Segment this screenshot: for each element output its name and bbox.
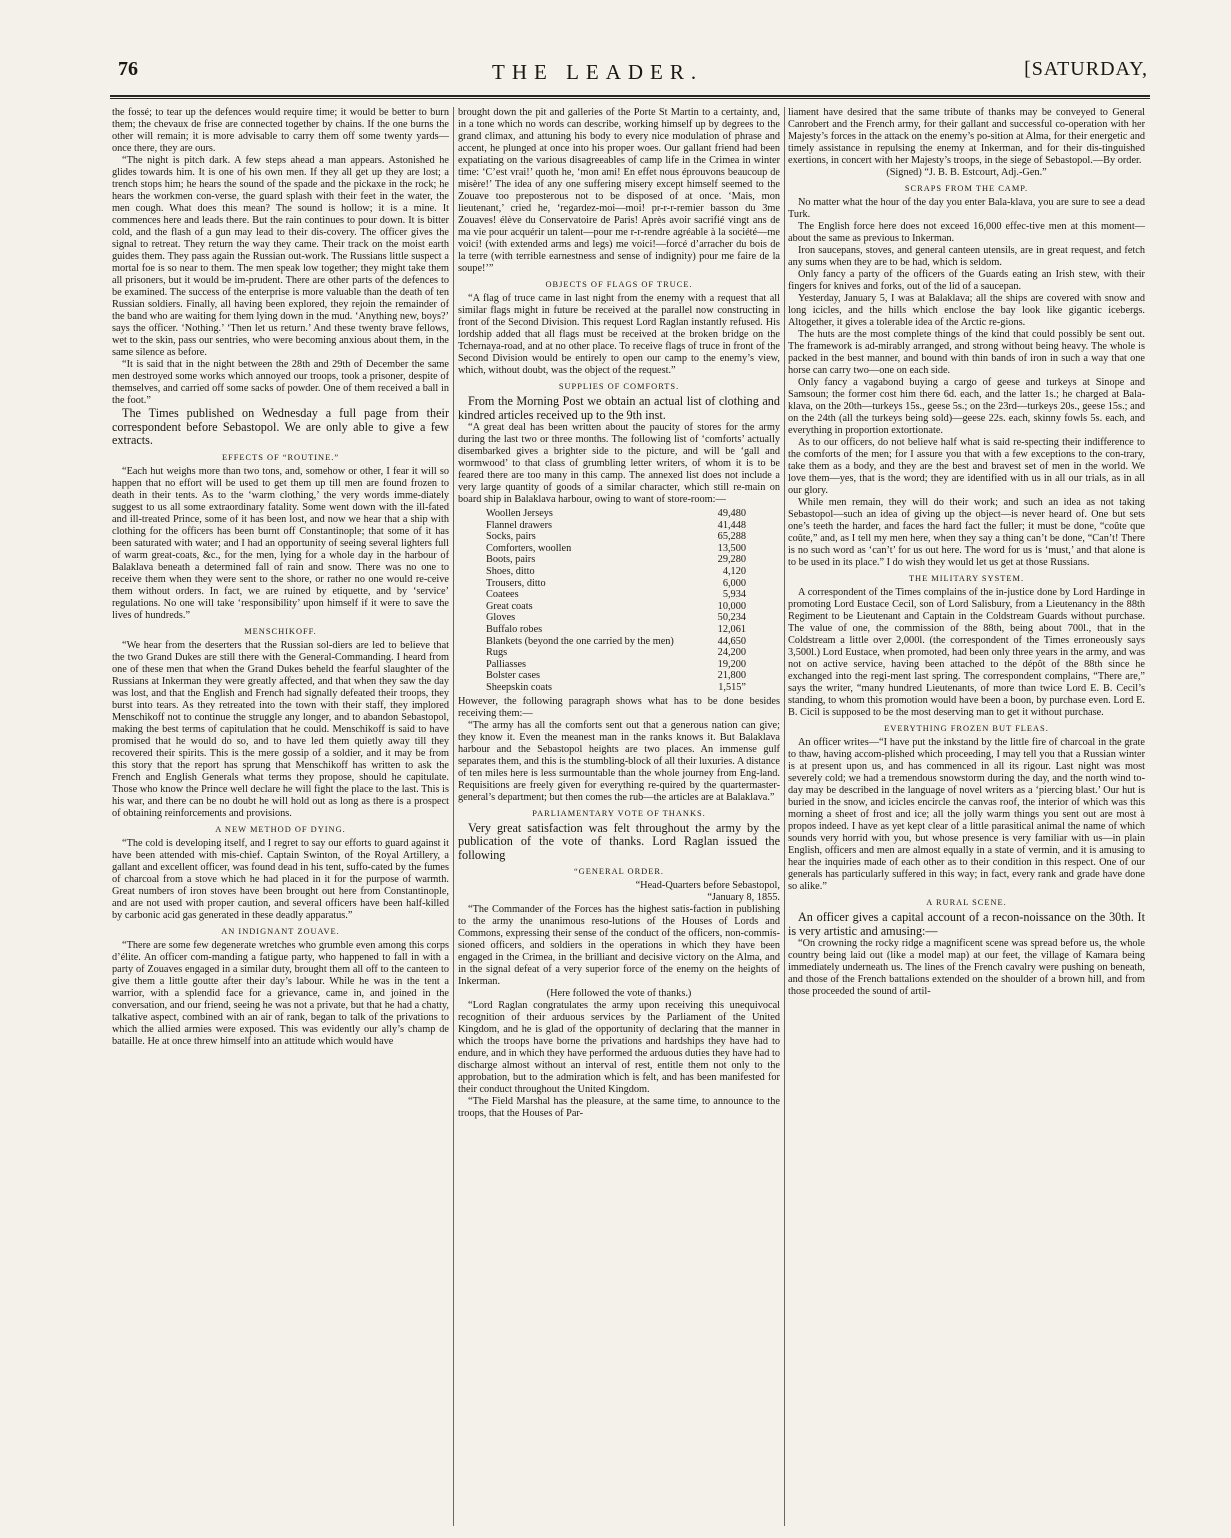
paragraph: However, the following paragraph shows what has to be done besides receiving them:— [458, 695, 780, 719]
supply-item: Palliasses [486, 658, 527, 670]
dateline: “January 8, 1855. [707, 892, 780, 903]
supply-quantity: 10,000 [717, 600, 746, 612]
table-row [486, 659, 746, 671]
paragraph: “The army has all the comforts sent out that a generous nation can give; they know it. Even the meanest man in the ranks knows it. But Balaklava harbour and the Sebastopol heights are two places. An immense gulf separates them, and this is the stumbling-block of all their luxuries. A distance of ten miles here is less surmountable than the whole journey from Eng-land. Requisitions are freely given for everything re-quired by the quartermaster-general’s department; but then comes the rub—the articles are at Balaklava.” [458, 719, 780, 803]
supply-quantity: 6,000 [722, 577, 746, 589]
supply-quantity: 50,234 [717, 612, 746, 624]
paragraph: the fossé; to tear up the defences would require time; it would be better to burn them; the chevaux de frise are connected together by chains. If the one burns the other will remain; it is more advisable to carry them off some twenty yards—once there, they are ours. [112, 107, 449, 154]
table-row [486, 624, 746, 636]
supply-quantity: 65,288 [717, 531, 746, 543]
paragraph: Only fancy a party of the officers of the Guards eating an Irish stew, with their fingers for knives and forks, out of the lid of a saucepan. [788, 269, 1145, 292]
supply-quantity: 49,480 [717, 508, 746, 519]
table-row [486, 520, 746, 532]
paragraph: From the Morning Post we obtain an actual list of clothing and kindred articles received up to the 9th inst. [458, 394, 780, 422]
table-row [486, 636, 746, 648]
supply-quantity: 21,800 [717, 670, 746, 682]
paragraph: liament have desired that the same tribute of thanks may be conveyed to General Canrobert and the French army, for their gallant and successful co-operation with her Majesty’s forces in the attack on the enemy’s po-sition at Alma, for their energetic and timely assistance in repulsing the enemy at Inkerman, and for their dis-tinguished exertions, in concert with her Majesty’s troops, in the siege of Sebastopol.—By order. [788, 107, 1145, 166]
paragraph: “It is said that in the night between the 28th and 29th of December the same men destroyed some works which annoyed our troops, took a prisoner, despite of themselves, and carried off some sacks of powder. One of them received a ball in the foot.” [112, 359, 449, 406]
paragraph: A correspondent of the Times complains of the in-justice done by Lord Hardinge in promoting Lord Eustace Cecil, son of Lord Salisbury, from a Lieutenancy in the 88th Regiment to be Lieutenant and Captain in the Coldstream Guards without purchase. The value of one, the commission of the 88th, being about 700l., that in the Coldstream a little over 2,000l. (the correspondent of the Times erroneously says 3,500l.) Lord Eustace, when promoted, had been only three years in the army, and was not on active service, having been attached to the dépôt of the 88th since he exchanged into the regi-ment last spring. The correspondent complains, “There are,” says the writer, “many hundred Lieutenants, of more than twice Lord E. B. Cecil’s standing, to whom this promotion would have been a boon, by purchase even. Lord E. B. Cicil is supposed to be the most deserving man to get it without purchase. [788, 587, 1145, 718]
paragraph: While men remain, they will do their work; and such an idea as not taking Sebastopol—such an idea of giving up the object—is never heard of. One but sets one’s teeth the harder, and faces the hard fact the fuller; it must be done, “coûte que coûte,” and, as I tell my men here, when they say a thing can’t be done, “Can’t! There is no such word as ‘can’t’ for us out here. The word for us is ‘must,’ and that alone is to be used in its place.” I do wish they would let us get at those Russians. [788, 497, 1145, 568]
paragraph: “The night is pitch dark. A few steps ahead a man appears. Astonished he glides towards him. It is one of his own men. If they all get up they are lost; a trench stops him; he hears the sound of the spade and the pickaxe in the rock; he hears the workmen con-verse, the guard splash with their feet in the water, the men cough. What does this mean? The sound is hollow; it is a mine. It commences here and leads there. But the rain continues to pour down. It is bitter cold, and the flash of a gun may lead to their dis-covery. The officer gives the signal to retreat. They return the way they came. Their track on the moist earth guides them. They pass again the Russian out-work. The Russians little suspect a mortal foe is so near to them. The men speak low together; they might take them all prisoners, but it would be im-prudent. There are other parts of the defences to be examined. The success of the enterprise is more valuable than the death of ten Russian soldiers. Finally, all having been explored, they rejoin the remainder of the band who are waiting for them lying down in the mud. ‘Anything new, boys?’ says the officer. ‘Nothing.’ ‘Then let us return.’ And these twenty brave fellows, wet to the skin, pass our sentries, who were becoming anxious about them, in the same silence as before. [112, 155, 449, 358]
supply-quantity: 5,934 [722, 589, 746, 601]
paragraph: “Each hut weighs more than two tons, and, somehow or other, I fear it will so happen that no effort will be used to get them up till men are found frozen to death in their tents. As to the ‘warm clothing,’ the very words imme-diately suggest to us all some extraordinary fatality. Some went down with the ill-fated and ill-treated Prince, some of it has been lost, and now we hear that a ship with clothing for the officers has been burnt off Constantinople; that some of it has been saturated with water; and I had an opportunity of seeing several lighters full of warm great-coats, &c., for the men, lying for a whole day in the harbour of Balaklava beneath a determined fall of rain and snow. There was no one to receive them when they were sent to the shore, or rather no one would re-ceive them without orders. In fact, we are ruined by etiquette, and by ‘service’ regulations. No one will take ‘responsibility’ upon himself if it were to save the lives of hundreds.” [112, 465, 449, 621]
supply-item: Sheepskin coats [486, 681, 553, 693]
paragraph: No matter what the hour of the day you enter Bala-klava, you are sure to see a dead Turk. [788, 197, 1145, 220]
paragraph: “A flag of truce came in last night from the enemy with a request that all similar flags might in future be received at the parallel now constructing in front of the Second Division. This request Lord Raglan instantly refused. His lordship added that all flags must be received at the broken bridge on the Tchernaya-road, and at no other place. To receive flags of truce in front of the Second Division would be entirely to open our camp to the enemy’s view, which, without doubt, was the object of the request.” [458, 293, 780, 376]
supply-item: Comforters, woollen [486, 542, 572, 554]
paragraph: “We hear from the deserters that the Russian sol-diers are led to believe that the two Grand Dukes are still there with the General-Commanding. I heard from one of these men that when the Grand Dukes beheld the fearful slaughter of the Russians at Inkerman they were greatly affected, and that when they saw the day was lost, and that the English and French had signally defeated their troops, they burst into tears. As they retreated into the town with their staff, they implored Menschikoff not to continue the struggle any longer, and to abandon Sebastopol, making the best terms of capitulation that he could. Menschikoff is said to have promised that he would do so, and to have led them quietly away till they recovered their spirits. This is the mere gossip of a soldier, and it may be from this story that the report has sprung that Menschikoff has written to ask the French and English Generals what terms they propose, should he capitulate. Those who know the Prince well declare he will fight the place to the last. This is his war, and there can be no doubt he will hold out as long as there is a prospect of obtaining reinforcements and provisions. [112, 639, 449, 819]
column-divider [453, 107, 454, 1526]
paragraph: Yesterday, January 5, I was at Balaklava; all the ships are covered with snow and long icicles, and the hills which enclose the bay look like gigantic icebergs. Altogether, it gives a tolerable idea of the Arctic re-gions. [788, 293, 1145, 328]
table-row [486, 566, 746, 578]
column-divider [784, 107, 785, 1526]
supply-item: Shoes, ditto [486, 565, 535, 577]
supply-item: Buffalo robes [486, 623, 543, 635]
table-row [486, 647, 746, 659]
paragraph: “On crowning the rocky ridge a magnificent scene was spread before us, the whole country being laid out (like a model map) at our feet, the village of Kamara being immediately underneath us. The lines of the French cavalry were pushing on beneath, and those of the French battalions extended on the shoulder of a brown hill, and from those proceeded the sound of artil- [788, 938, 1145, 997]
section-heading: SUPPLIES OF COMFORTS. [558, 382, 680, 391]
section-heading: THE MILITARY SYSTEM. [908, 574, 1025, 583]
supply-item: Woollen Jerseys [486, 508, 553, 519]
table-row [486, 578, 746, 590]
column-3 [788, 107, 1145, 1526]
table-row [486, 554, 746, 566]
section-heading: SCRAPS FROM THE CAMP. [904, 184, 1029, 193]
column-1 [112, 107, 449, 1526]
table-row [486, 543, 746, 555]
paragraph: “The Field Marshal has the pleasure, at the same time, to announce to the troops, that the Houses of Par- [458, 1096, 780, 1119]
section-heading: MENSCHIKOFF. [244, 626, 317, 636]
paragraph: As to our officers, do not believe half what is said re-specting their indifference to the comforts of the men; for I assure you that with a few exceptions to the con-trary, take them as a body, and they are the best and bravest set of men in the world. We love them—yes, that is the word; they are identified with us in all our trials, as in all our glory. [788, 437, 1145, 496]
section-heading: AN INDIGNANT ZOUAVE. [221, 926, 340, 936]
supply-quantity: 1,515” [718, 681, 746, 693]
table-row [486, 531, 746, 543]
paper-title: THE LEADER. [492, 60, 704, 84]
supply-item: Gloves [486, 612, 516, 624]
paragraph: “The cold is developing itself, and I regret to say our efforts to guard against it have been attended with mis-chief. Captain Swinton, of the Royal Artillery, a gallant and excellent officer, was found dead in his tent, suffo-cated by the fumes of charcoal from a stove which he had placed in it for the purpose of warmth. Great numbers of iron stoves have been brought out here from Constantinople, and are not used with proper caution, and several officers have been half-killed by carbonic acid gas generated in these deadly apparatus.” [112, 837, 449, 921]
centered-line: (Here followed the vote of thanks.) [546, 988, 692, 999]
paragraph: “There are some few degenerate wretches who grumble even among this corps d’élite. An officer com-manding a fatigue party, who happened to fall in with a party of Zouaves engaged in a similar duty, brought them all off to the canteen to give them a little goutte after their day’s labour. While he was in the tent a warrior, with a splendid face for a grievance, came in, and joined in the conversation, and our friend, seeing he was not a private, but that he had a chatty, talkative aspect, combined with an air of rank, began to talk of the privations to which the allied armies were exposed. This was evidently our ally’s champ de bataille. He at once threw himself into an attitude which would have [112, 939, 449, 1047]
paragraph: Only fancy a vagabond buying a cargo of geese and turkeys at Sinope and Samsoun; the former cost him there 6d. each, and the latter 1s.; he charged at Bala-klava, on the 20th—turkeys 15s., geese 5s.; on the 23rd—turkeys 20s., geese 15s.; and on the 24th (all the turkeys being sold)—geese 22s. each, skinny fowls 5s. each, and everything in proportion extortionate. [788, 377, 1145, 436]
supply-quantity: 29,280 [717, 554, 746, 566]
header-rule [110, 95, 1150, 99]
paragraph: The huts are the most complete things of the kind that could possibly be sent out. The framework is ad-mirably arranged, and strong without being heavy. The whole is packed in the best manner, and bound with thin bands of iron in such a way that one horse can carry two—one on each side. [788, 329, 1145, 376]
supply-item: Great coats [486, 600, 533, 612]
supply-item: Flannel drawers [486, 519, 553, 531]
paragraph: Iron saucepans, stoves, and general canteen utensils, are in great request, and fetch any sums when they are to be had, which is seldom. [788, 245, 1145, 268]
section-heading: A RURAL SCENE. [926, 898, 1007, 907]
paragraph: “The Commander of the Forces has the highest satis-faction in publishing to the army the unanimous reso-lutions of the Houses of Lords and Commons, expressing their sense of the conduct of the officers, non-commis-sioned officers, and soldiers in the operations in which they have been engaged in the Crimea, in the brilliant and decisive victory on the Alma, and in the signal defeat of a very superior force of the enemy on the heights of Inkerman. [458, 904, 780, 987]
supply-item: Coatees [486, 589, 519, 601]
paragraph: The English force here does not exceed 16,000 effec-tive men at this moment—about the same as previous to Inkerman. [788, 221, 1145, 244]
section-heading: PARLIAMENTARY VOTE OF THANKS. [532, 808, 706, 818]
column-2 [458, 107, 780, 1526]
supply-item: Trousers, ditto [486, 577, 546, 589]
supply-item: Bolster cases [486, 670, 541, 682]
table-row [486, 601, 746, 613]
section-heading: OBJECTS OF FLAGS OF TRUCE. [545, 280, 693, 289]
supplies-table [486, 508, 746, 694]
supply-quantity: 13,500 [717, 542, 746, 554]
page-number: 76 [118, 58, 138, 80]
supply-quantity: 41,448 [717, 519, 746, 531]
supply-item: Boots, pairs [486, 554, 536, 566]
supply-quantity: 12,061 [717, 623, 746, 635]
section-heading: A NEW METHOD OF DYING. [215, 824, 346, 834]
section-heading: “GENERAL ORDER. [573, 867, 665, 876]
supply-quantity: 4,120 [722, 565, 746, 577]
paragraph: “Lord Raglan congratulates the army upon receiving this unequivocal recognition of their arduous services by the Parliament of the United Kingdom, and he is glad of the opportunity of declaring that the manner in which the troops have borne the privations and hardships they have had to endure, and in which they have performed the arduous duties they have had to discharge almost without an interval of rest, entitle them not only to the approbation, but to the admiration which is felt, and has been manifested for their conduct throughout the United Kingdom. [458, 1000, 780, 1095]
paragraph: An officer gives a capital account of a recon-noissance on the 30th. It is very artistic and amusing:— [788, 910, 1145, 938]
dateline: “Head-Quarters before Sebastopol, [635, 880, 780, 891]
section-heading: EVERYTHING FROZEN BUT FLEAS. [884, 724, 1049, 733]
supply-quantity: 24,200 [717, 647, 746, 659]
table-row [486, 612, 746, 624]
table-row [486, 589, 746, 601]
table-row [486, 670, 746, 682]
paragraph: An officer writes—“I have put the inkstand by the little fire of charcoal in the grate to thaw, having accom-plished which proceeding, I may tell you that a Russian winter is at present upon us, and has commenced in all its rigour. Last night was most severely cold; we had a tremendous snowstorm during the day, and the north wind to-day may be described in the language of novel writers as a ‘piercing blast.’ Our hut is buried in the snow, and icicles encircle the canvas roof, the interior of which was this morning a sheet of frost and ice; all the jolly warm things you sent out are most à propos indeed. I have as yet kept clear of a little parasitical animal the name of which sounds very horrid with you, but whose presence is very familiar with us—in plain English, officers and men are almost equally in a state of vermin, and it is amusing to hear the inquiries made of each other as to their condition in this respect. One of our generals has particularly suffered in this way; in fact, every rank and grade have done so alike.” [788, 737, 1145, 892]
centered-line: (Signed) “J. B. B. Estcourt, Adj.-Gen.” [886, 167, 1047, 178]
paragraph: brought down the pit and galleries of the Porte St Martin to a certainty, and, in a tone which no words can describe, working himself up by degrees to the grand climax, and attuning his body to every nice modulation of phrase and accent, he plunged at once into his proper woes. Our gallant friend had been expatiating on the various disagreeables of camp life in the Crimea in winter time: ‘C’est vrai!’ quoth he, ‘mon ami! En effet nous éprouvons beaucoup de misère!’ The idea of any one suffering misery except himself seemed to the Zouave too preposterous not to be disposed of at once. ‘Mais, mon lieutenant,’ cried he, ‘regardez-moi—moi! pr-r-r-remier basson du 3me Zouaves! élève du Conservatoire de Paris! Après avoir sacrifié vingt ans de ma vie pour acquérir un talent—pour me r-r-rendre agréable à la société—me voici! (with extended arms and legs) me voici!—forcé d’arracher du bois de la terre (with terrible earnestness and sense of indignity) pour me faire de la soupe!’” [458, 107, 780, 274]
table-row [486, 508, 746, 520]
supply-item: Socks, pairs [486, 531, 536, 543]
supply-quantity: 44,650 [717, 635, 746, 647]
paragraph: The Times published on Wednesday a full page from their correspondent before Sebastopol. We are only able to give a few extracts. [112, 406, 449, 447]
section-heading: EFFECTS OF “ROUTINE.” [221, 452, 340, 462]
supply-item: Blankets (beyond the one carried by the men) [486, 635, 674, 647]
supply-quantity: 19,200 [717, 658, 746, 670]
table-row [486, 682, 746, 694]
supply-item: Rugs [486, 647, 508, 659]
paragraph: Very great satisfaction was felt throughout the army by the publication of the vote of thanks. Lord Raglan issued the following [458, 820, 780, 862]
issue-day: [SATURDAY, [1024, 58, 1148, 80]
paragraph: “A great deal has been written about the paucity of stores for the army during the last two or three months. The following list of ‘comforts’ actually disembarked gives a brighter side to the picture, and will be ‘gall and wormwood’ to that class of grumbling letter writers, of whom it is to be feared there are too many in this camp. The annexed list does not include a very large quantity of goods of a similar character, which still re-main on board ship in Balaklava harbour, owing to want of store-room:— [458, 422, 780, 505]
